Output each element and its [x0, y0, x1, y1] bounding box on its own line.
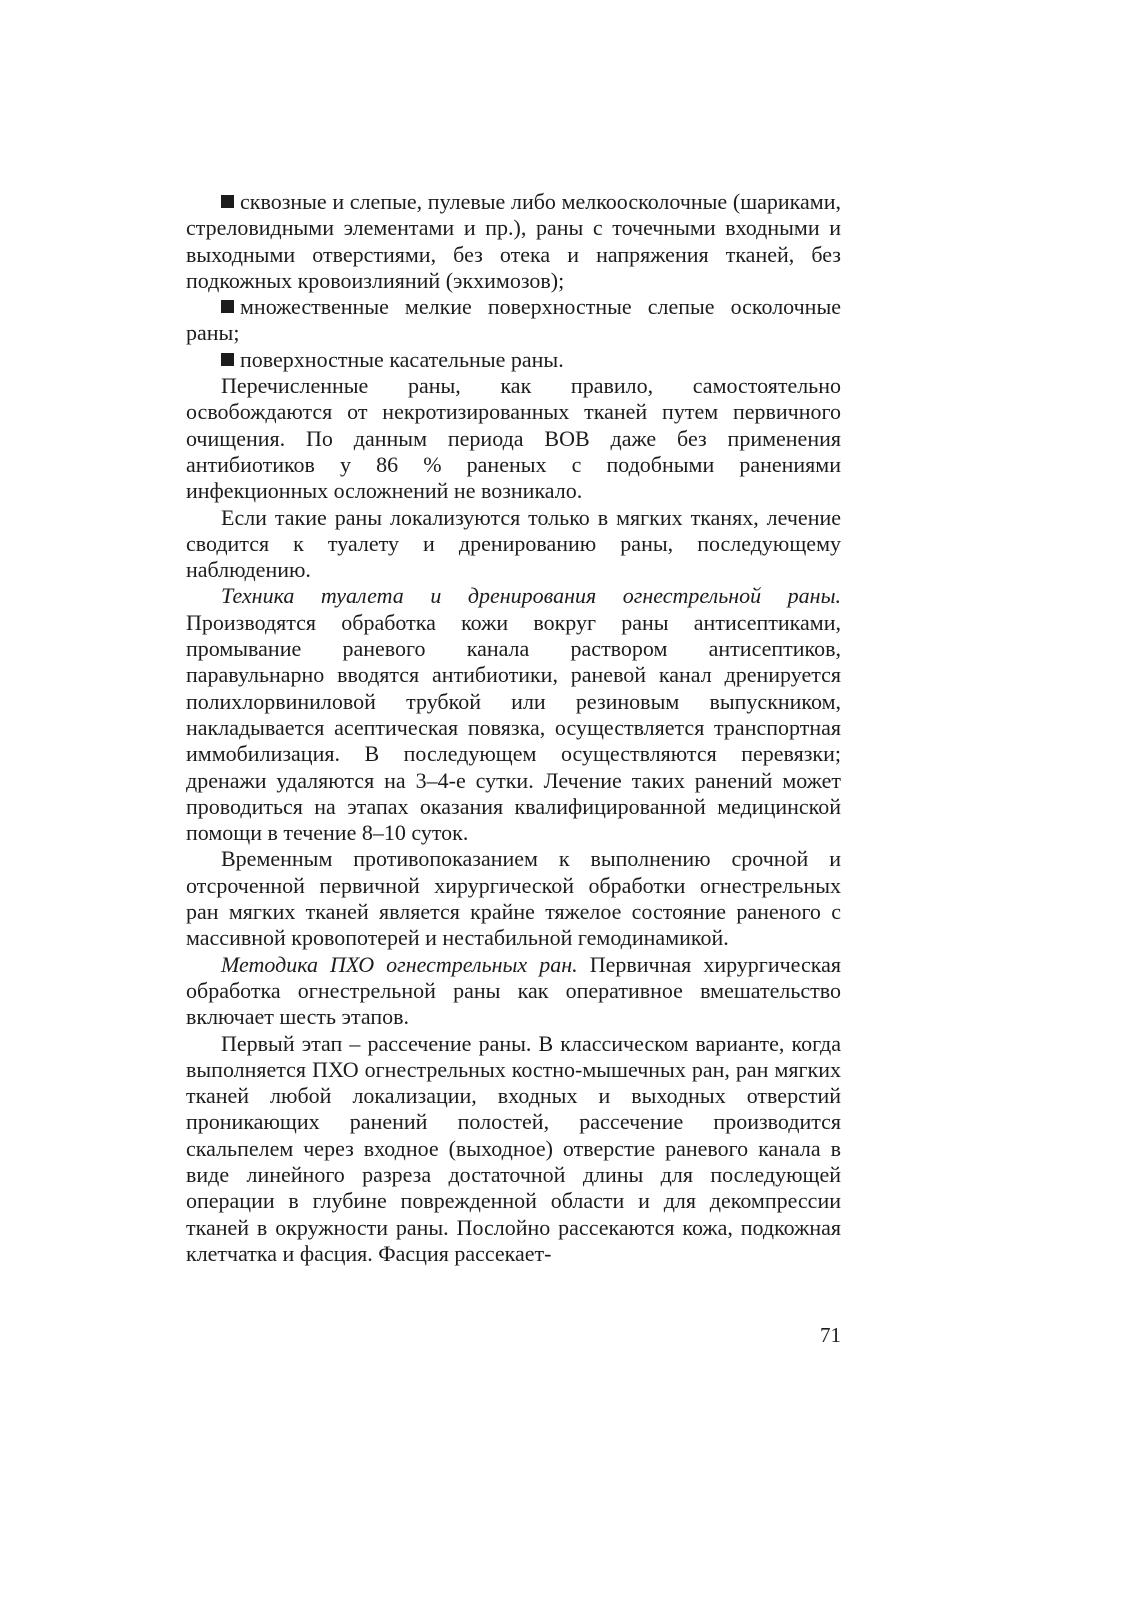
- bullet-text: сквозные и слепые, пулевые либо мелкоосколочные (шариками, стреловидными элементами и пр.), раны с точечными входными и выходными отверстиями, без отека и напряжения тканей, без подкожных кровоизлияний (экхимозов);: [186, 189, 841, 293]
- paragraph-text: Первичная хирургическая обработка огнестрельной раны как оперативное вмешательство включает шесть этапов.: [186, 951, 841, 1030]
- paragraph: Если такие раны локализуются только в мягких тканях, лечение сводится к туалету и дренированию раны, последующему наблюдению.: [186, 504, 841, 583]
- bullet-text: поверхностные касательные раны.: [240, 346, 564, 372]
- bullet-text: множественные мелкие поверхностные слепые осколочные раны;: [186, 294, 841, 346]
- square-bullet-icon: [221, 300, 234, 313]
- paragraph: [186, 583, 841, 846]
- page-body: [186, 189, 841, 1267]
- section-heading: Методика ПХО огнестрельных ран.: [221, 951, 578, 977]
- bullet-item: [186, 189, 841, 294]
- paragraph: [186, 952, 841, 1031]
- paragraph: Первый этап – рассечение раны. В классическом варианте, когда выполняется ПХО огнестрельных костно-мышечных ран, ран мягких тканей любой локализации, входных и выходных отверстий проникающих ранений полостей, рассечение производится скальпелем через входное (выходное) отверстие раневого канала в виде линейного разреза достаточной длины для последующей операции в глубине поврежденной области и для декомпрессии тканей в окружности раны. Послойно рассекаются кожа, подкожная клетчатка и фасция. Фасция рассекает-: [186, 1030, 841, 1266]
- section-heading: Техника туалета и дренирования огнестрельной раны.: [221, 583, 841, 609]
- paragraph: Временным противопоказанием к выполнению срочной и отсроченной первичной хирургической обработки огнестрельных ран мягких тканей является крайне тяжелое состояние раненого с массивной кровопотерей и нестабильной гемодинамикой.: [186, 846, 841, 951]
- page-number: 71: [820, 1323, 841, 1347]
- bullet-item: [186, 347, 841, 373]
- bullet-item: [186, 294, 841, 347]
- square-bullet-icon: [221, 195, 234, 208]
- paragraph-text: Производятся обработка кожи вокруг раны антисептиками, промывание раневого канала раствором антисептиков, паравульнарно вводятся антибиотики, раневой канал дренируется полихлорвиниловой трубкой или резиновым выпускником, накладывается асептическая повязка, осуществляется транспортная иммобилизация. В последующем осуществляются перевязки; дренажи удаляются на 3–4-е сутки. Лечение таких ранений может проводиться на этапах оказания квалифицированной медицинской помощи в течение 8–10 суток.: [186, 609, 841, 846]
- square-bullet-icon: [221, 353, 234, 366]
- paragraph: Перечисленные раны, как правило, самостоятельно освобождаются от некротизированных тканей путем первичного очищения. По данным периода ВОВ даже без применения антибиотиков у 86 % раненых с подобными ранениями инфекционных осложнений не возникало.: [186, 373, 841, 504]
